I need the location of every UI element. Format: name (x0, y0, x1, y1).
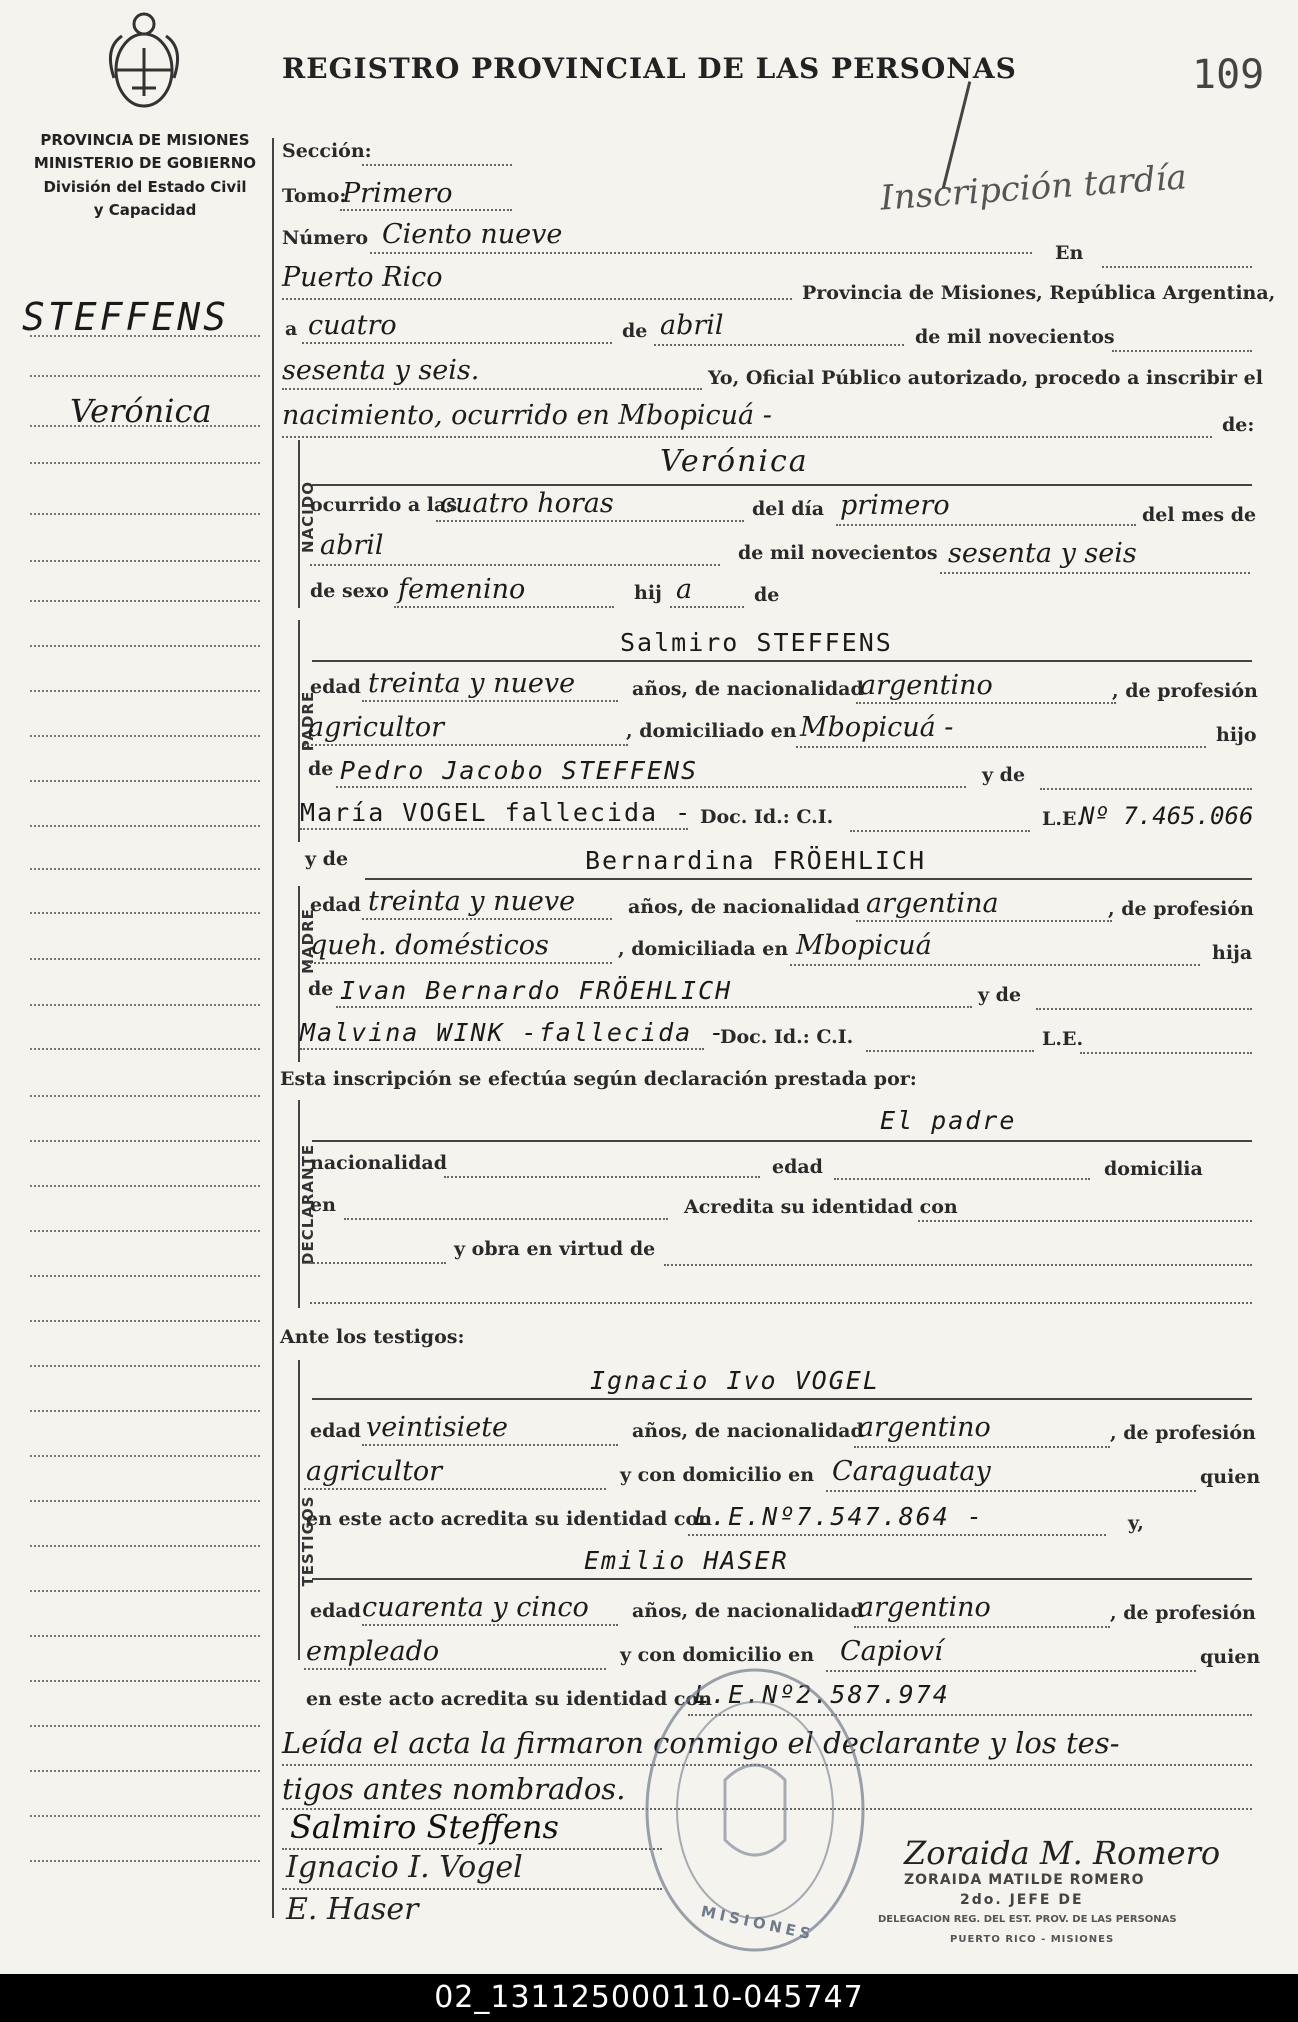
madre-nombre: Bernardina FRÖEHLICH (585, 846, 927, 875)
padre-nac-label: años, de nacionalidad (632, 678, 864, 700)
t1-dom-label: y con domicilio en (620, 1464, 815, 1486)
nacido-de-label: de (754, 584, 780, 606)
madre-madre-de: Malvina WINK -fallecida - (300, 1018, 727, 1047)
t2-edad-value: cuarenta y cinco (362, 1592, 589, 1623)
del-dia-label: del día (752, 498, 825, 520)
a-label: a (285, 318, 298, 340)
dia-value: cuatro (308, 310, 397, 341)
padre-doc-label: Doc. Id.: C.I. (700, 806, 834, 828)
padre-de-label: de (308, 758, 334, 780)
padre-edad-value: treinta y nueve (368, 668, 576, 699)
madre-section-label: MADRE (299, 908, 317, 974)
t2-edad-label: edad (310, 1600, 361, 1622)
numero-label: Número (282, 227, 369, 249)
t1-edad-label: edad (310, 1420, 361, 1442)
firma-oficial: Zoraida M. Romero (904, 1834, 1221, 1872)
document-title: REGISTRO PROVINCIAL DE LAS PERSONAS (282, 52, 1017, 85)
t2-dom-value: Capioví (840, 1636, 943, 1667)
madre-le-label: L.E. (1042, 1028, 1084, 1050)
t1-prof-value: agricultor (306, 1456, 443, 1487)
madre-edad-label: edad (310, 894, 361, 916)
t1-nac-value: argentino (858, 1412, 991, 1443)
margin-divider (272, 138, 274, 1918)
mil-label: de mil novecientos (915, 326, 1115, 348)
firma-padre: Salmiro Steffens (290, 1808, 559, 1846)
madre-dom-label: , domiciliada en (618, 938, 789, 960)
ministry-label: MINISTERIO DE GOBIERNO (33, 154, 257, 172)
madre-prof-label: , de profesión (1108, 898, 1254, 920)
padre-edad-label: edad (310, 676, 361, 698)
tomo-value: Primero (342, 178, 453, 209)
declarante-dom-label: domicilia (1104, 1158, 1203, 1180)
declarante-section-label: DECLARANTE (299, 1143, 317, 1265)
t2-doc-value: L.E.Nº2.587.974 (694, 1680, 950, 1709)
margin-given-name: Verónica (70, 392, 212, 430)
t1-dom-value: Caraguatay (832, 1456, 991, 1487)
nacido-anio-value: sesenta y seis (948, 538, 1137, 569)
padre-y-de-label: y de (982, 764, 1026, 786)
sexo-label: de sexo (310, 580, 389, 602)
coat-of-arms-icon (104, 8, 184, 118)
page-number: 109 (1192, 52, 1265, 98)
t1-edad-value: veintisiete (366, 1412, 509, 1443)
madre-doc-label: Doc. Id.: C.I. (720, 1026, 854, 1048)
firma-testigo1: Ignacio I. Vogel (286, 1850, 523, 1885)
madre-y-de-label: y de (305, 848, 349, 870)
hijo-label: hijo (1216, 724, 1257, 746)
padre-nombre: Salmiro STEFFENS (620, 628, 893, 657)
testigo2-nombre: Emilio HASER (584, 1546, 789, 1575)
scan-id-footer: 02_131125000110-045747 (0, 1974, 1298, 2022)
hij-label: hij (634, 582, 662, 604)
nacido-nombre: Verónica (660, 444, 809, 479)
nacido-section-label: NACIDO (299, 481, 317, 553)
padre-le-value: Nº 7.465.066 (1080, 802, 1254, 830)
acto-value: nacimiento, ocurrido en Mbopicuá - (282, 400, 772, 431)
declarante-acredita-label: Acredita su identidad con (684, 1196, 958, 1218)
t2-quien-label: quien (1200, 1646, 1261, 1668)
nacido-dia-value: primero (840, 490, 950, 521)
seccion-label: Sección: (282, 140, 372, 162)
declarante-nac-label: nacionalidad (310, 1152, 448, 1174)
padre-prof-label: , de profesión (1112, 680, 1258, 702)
madre-prof-value: queh. domésticos (310, 930, 549, 961)
madre-y-de2-label: y de (978, 984, 1022, 1006)
padre-section-label: PADRE (299, 690, 317, 752)
t2-prof-label: , de profesión (1110, 1602, 1256, 1624)
cierre-linea1: Leída el acta la firmaron conmigo el declarante y los tes- (282, 1726, 1120, 1760)
padre-dom-label: , domiciliado en (626, 720, 797, 742)
sexo-value: femenino (398, 574, 526, 605)
t2-dom-label: y con domicilio en (620, 1644, 815, 1666)
hora-value: cuatro horas (440, 488, 614, 519)
nacido-mil-label: de mil novecientos (738, 542, 938, 564)
t1-acredita-label: en este acto acredita su identidad con (306, 1508, 712, 1530)
province-label: PROVINCIA DE MISIONES (40, 131, 250, 149)
anio-value: sesenta y seis. (282, 355, 480, 386)
declarante-obra-label: y obra en virtud de (454, 1238, 656, 1260)
oficial-label: Yo, Oficial Público autorizado, procedo a inscribir el (708, 367, 1263, 389)
t1-y-label: y, (1128, 1512, 1144, 1534)
ocurrido-label: ocurrido a las (310, 494, 458, 516)
declarante-edad-label: edad (772, 1156, 823, 1178)
seal-text: MISIONES (699, 1902, 816, 1944)
t1-doc-value: L.E.Nº7.547.864 - (694, 1502, 984, 1531)
t1-prof-label: , de profesión (1110, 1422, 1256, 1444)
cierre-linea2: tigos antes nombrados. (282, 1772, 626, 1806)
madre-nac-value: argentina (866, 888, 999, 919)
mes-value: abril (660, 310, 724, 341)
declarante-en-label: en (310, 1194, 336, 1216)
nacido-mes-value: abril (320, 530, 384, 561)
oficial-dependencia: DELEGACION REG. DEL EST. PROV. DE LAS PERSONAS (878, 1914, 1177, 1925)
hij-value: a (676, 574, 693, 605)
hija-label: hija (1212, 942, 1253, 964)
t1-nac-label: años, de nacionalidad (632, 1420, 864, 1442)
madre-dom-value: Mbopicuá (796, 930, 932, 961)
provincia-label: Provincia de Misiones, República Argentina, (802, 282, 1276, 304)
de2-label: de: (1222, 414, 1255, 436)
padre-le-label: L.E. (1042, 808, 1084, 830)
oficial-nombre: ZORAIDA MATILDE ROMERO (904, 1872, 1145, 1888)
del-mes-label: del mes de (1142, 504, 1257, 526)
testigos-label: Ante los testigos: (280, 1326, 465, 1348)
lugar-value: Puerto Rico (282, 262, 443, 293)
padre-dom-value: Mbopicuá - (800, 712, 954, 743)
t2-nac-value: argentino (858, 1592, 991, 1623)
padre-padre-de: Pedro Jacobo STEFFENS (340, 756, 699, 785)
division-label: División del Estado Civil (43, 178, 247, 196)
declaracion-label: Esta inscripción se efectúa según declaración prestada por: (280, 1068, 917, 1090)
en-label: En (1055, 242, 1084, 264)
tomo-label: Tomo: (282, 185, 347, 207)
t2-nac-label: años, de nacionalidad (632, 1600, 864, 1622)
numero-value: Ciento nueve (382, 219, 563, 250)
madre-nac-label: años, de nacionalidad (628, 896, 860, 918)
padre-prof-value: agricultor (308, 712, 445, 743)
t2-prof-value: empleado (306, 1636, 440, 1667)
padre-madre-de: María VOGEL fallecida - (300, 798, 693, 827)
t1-quien-label: quien (1200, 1466, 1261, 1488)
oficial-lugar: PUERTO RICO - MISIONES (950, 1934, 1115, 1945)
capacity-label: y Capacidad (93, 201, 197, 219)
de-label: de (622, 320, 648, 342)
madre-padre-de: Ivan Bernardo FRÖEHLICH (340, 976, 733, 1005)
firma-testigo2: E. Haser (286, 1892, 419, 1927)
oficial-cargo: 2do. JEFE DE (960, 1892, 1084, 1908)
margin-note: Inscripción tardía (878, 157, 1188, 219)
margin-surname: STEFFENS (22, 295, 230, 339)
testigo1-nombre: Ignacio Ivo VOGEL (590, 1366, 880, 1395)
madre-edad-value: treinta y nueve (368, 886, 576, 917)
declarante-nombre: El padre (880, 1106, 1017, 1135)
t2-acredita-label: en este acto acredita su identidad con (306, 1688, 712, 1710)
madre-de-label: de (308, 978, 334, 1000)
testigos-section-label: TESTIGOS (299, 1495, 317, 1587)
padre-nac-value: argentino (860, 670, 993, 701)
